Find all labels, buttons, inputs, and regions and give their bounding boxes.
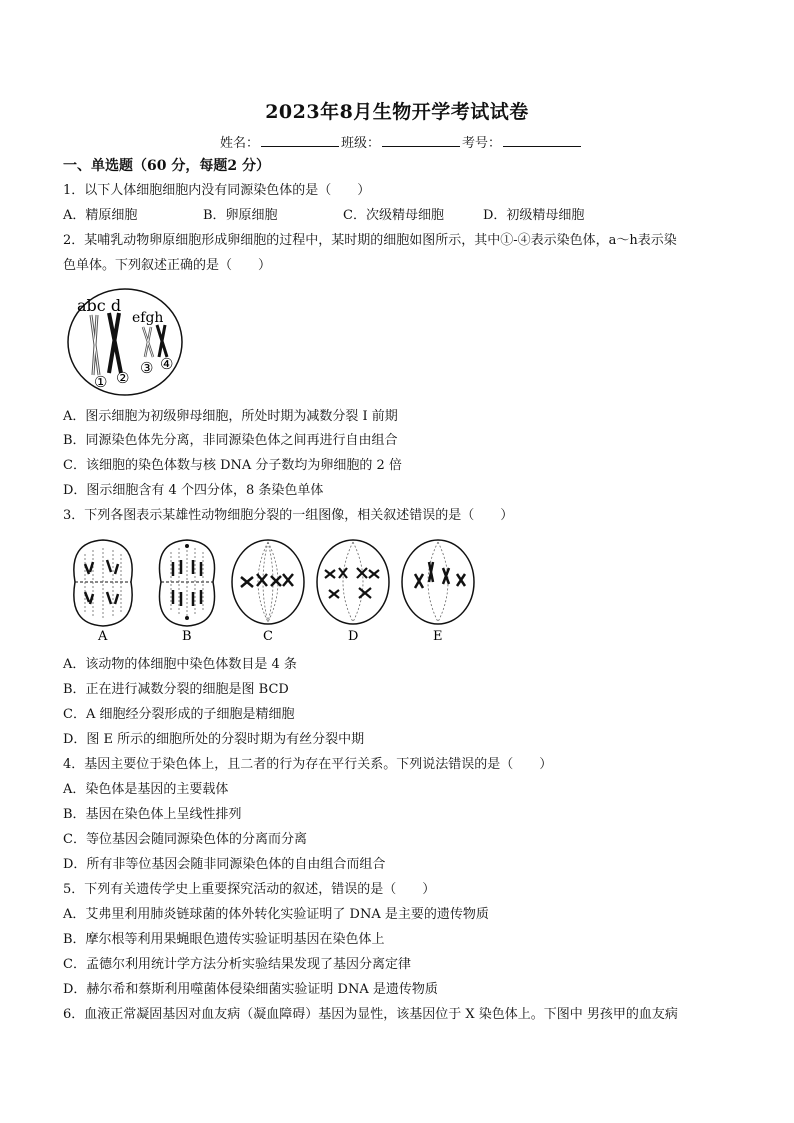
q1-option-b: B．卵原细胞 [203,208,278,223]
section-heading: 一、单选题（60 分，每题2 分） [63,158,270,174]
q2-option-a: A．图示细胞为初级卵母细胞，所处时期为减数分裂 I 前期 [63,409,398,424]
student-info [220,132,583,151]
q6-stem: 6．血液正常凝固基因对血友病（凝血障碍）基因为显性，该基因位于 X 染色体上。下图中 男孩甲的血友病 [63,1007,678,1022]
q3-cell-e [402,540,474,624]
q2-option-c: C．该细胞的染色体数与核 DNA 分子数均为卵细胞的 2 倍 [63,458,402,473]
q3-option-c: C．A 细胞经分裂形成的子细胞是精细胞 [63,707,295,722]
q5-option-d: D．赫尔希和蔡斯利用噬菌体侵染细菌实验证明 DNA 是遗传物质 [63,982,438,997]
q3-cell-c [232,540,304,624]
name-label: 姓名： [220,136,260,151]
q1-options [63,208,584,224]
q3-cell-a [73,540,133,627]
q3-cell-b [159,540,214,626]
q5-option-a: A．艾弗里利用肺炎链球菌的体外转化实验证明了 DNA 是主要的遗传物质 [63,907,489,922]
q4-option-d: D．所有非等位基因会随非同源染色体的自由组合而组合 [63,857,386,872]
q2-label-abcd: abc d [77,296,122,315]
q1-stem: 1．以下人体细胞细胞内没有同源染色体的是（ ） [63,183,371,198]
q3-cell-figures [63,532,483,647]
q2-stem-line2: 色单体。下列叙述正确的是（ ） [63,258,272,273]
q5-option-b: B．摩尔根等利用果蝇眼色遗传实验证明基因在染色体上 [63,932,385,947]
exam-title: 2023年8月生物开学考试试卷 [265,101,529,123]
q1-option-c: C．次级精母细胞 [343,208,444,223]
q3-label-d: D [348,629,359,644]
q3-option-a: A．该动物的体细胞中染色体数目是 4 条 [63,657,297,672]
q1-option-a: A．精原细胞 [63,208,138,223]
q2-num-2: ② [116,369,130,387]
q2-option-b: B．同源染色体先分离，非同源染色体之间再进行自由组合 [63,433,398,448]
q2-cell-figure [63,285,193,400]
q3-label-b: B [182,629,192,644]
q2-label-efgh: efgh [132,310,164,326]
q1-option-d: D．初级精母细胞 [483,208,585,223]
class-label: 班级： [341,136,381,151]
q2-num-4: ④ [160,355,174,373]
q4-option-a: A．染色体是基因的主要载体 [63,782,229,797]
q3-label-e: E [433,629,443,644]
q2-option-d: D．图示细胞含有 4 个四分体，8 条染色单体 [63,483,324,498]
q3-label-a: A [98,629,108,644]
id-label: 考号： [462,136,502,151]
q4-stem: 4．基因主要位于染色体上，且二者的行为存在平行关系。下列说法错误的是（ ） [63,757,553,772]
q2-num-3: ③ [140,359,154,377]
q2-stem-line1: 2．某哺乳动物卵原细胞形成卵细胞的过程中，某时期的细胞如图所示，其中①-④表示染色体，a～h表示染 [63,233,677,248]
q5-option-c: C．孟德尔利用统计学方法分析实验结果发现了基因分离定律 [63,957,411,972]
q3-cell-d [317,540,389,624]
q3-option-b: B．正在进行减数分裂的细胞是图 BCD [63,682,289,697]
name-blank[interactable] [261,134,339,147]
q5-stem: 5．下列有关遗传学史上重要探究活动的叙述，错误的是（ ） [63,882,436,897]
class-blank[interactable] [382,134,460,147]
q4-option-c: C．等位基因会随同源染色体的分离而分离 [63,832,307,847]
q4-option-b: B．基因在染色体上呈线性排列 [63,807,242,822]
id-blank[interactable] [503,134,581,147]
q3-label-c: C [263,629,273,644]
q3-stem: 3．下列各图表示某雄性动物细胞分裂的一组图像，相关叙述错误的是（ ） [63,508,514,523]
q3-option-d: D．图 E 所示的细胞所处的分裂时期为有丝分裂中期 [63,732,365,747]
q2-num-1: ① [94,373,108,391]
